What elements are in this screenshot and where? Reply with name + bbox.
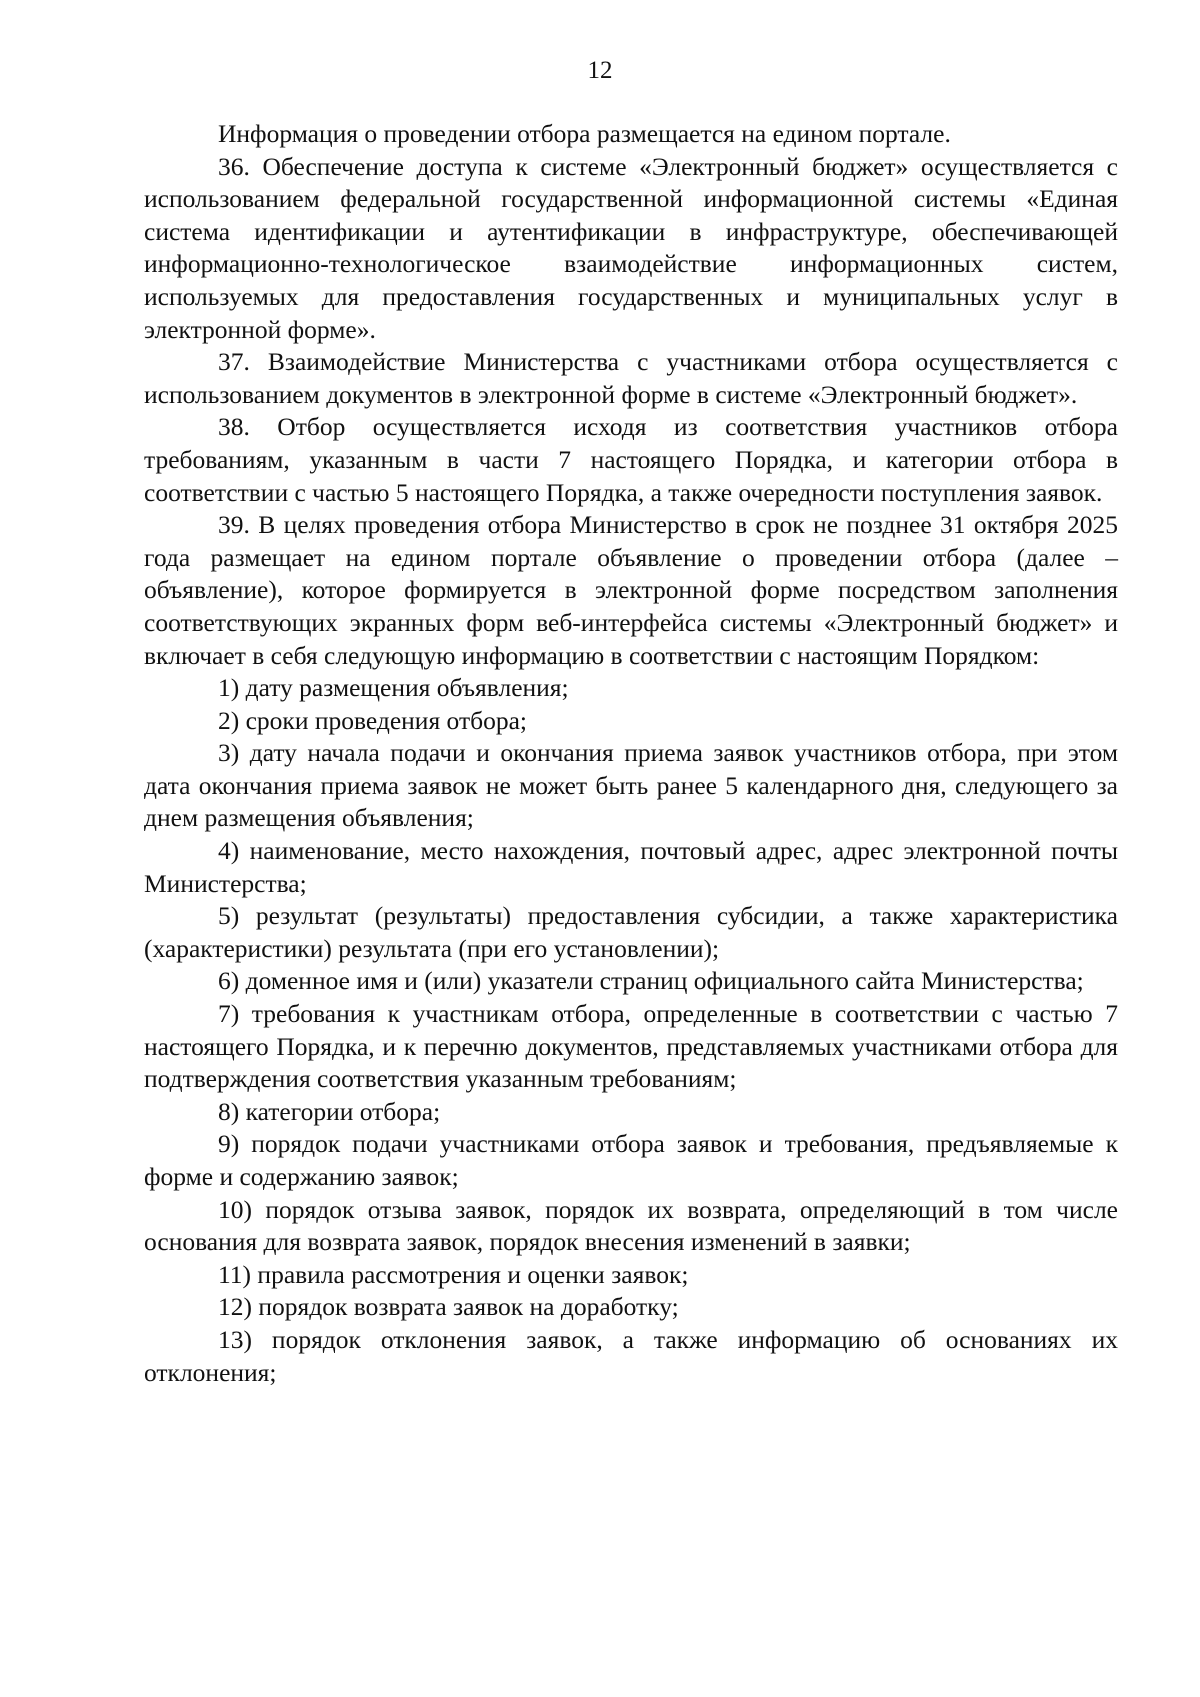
paragraph-39: 39. В целях проведения отбора Министерство в срок не позднее 31 октября 2025 года размещает на едином портале объявление о проведении отбора (далее – объявление), которое формируется в электронной форме посредством заполнения соответствующих экранных форм веб-интерфейса системы «Электронный бюджет» и включает в себя следующую информацию в соответствии с настоящим Порядком: (144, 510, 1118, 670)
paragraph-38: 38. Отбор осуществляется исходя из соответствия участников отбора требованиям, указанным в части 7 настоящего Порядка, и категории отбора в соответствии с частью 5 настоящего Порядка, а также очередности поступления заявок. (144, 412, 1118, 507)
page-number: 12 (587, 57, 613, 84)
list-item-6: 6) доменное имя и (или) указатели страниц официального сайта Министерства; (218, 966, 1084, 996)
list-item-11: 11) правила рассмотрения и оценки заявок; (218, 1259, 689, 1289)
list-item-9: 9) порядок подачи участниками отбора заявок и требования, предъявляемые к форме и содержанию заявок; (144, 1129, 1118, 1191)
list-item-13: 13) порядок отклонения заявок, а также информацию об основаниях их отклонения; (144, 1324, 1118, 1387)
list-item-1: 1) дату размещения объявления; (218, 673, 569, 703)
list-item-3: 3) дату начала подачи и окончания приема заявок участников отбора, при этом дата окончания приема заявок не может быть ранее 5 календарного дня, следующего за днем размещения объявления; (144, 738, 1118, 833)
paragraph-36: 36. Обеспечение доступа к системе «Электронный бюджет» осуществляется с использованием федеральной государственной информационной системы «Единая система идентификации и аутентификации в инфраструктуре, обеспечивающей информационно-технологическое взаимодействие информационных систем, используемых для предоставления государственных и муниципальных услуг в электронной форме». (144, 151, 1118, 344)
list-item-2: 2) сроки проведения отбора; (218, 705, 527, 735)
list-item-5: 5) результат (результаты) предоставления субсидии, а также характеристика (характеристики) результата (при его установлении); (144, 901, 1118, 963)
paragraph-37: 37. Взаимодействие Министерства с участниками отбора осуществляется с использованием документов в электронной форме в системе «Электронный бюджет». (144, 347, 1118, 409)
list-item-8: 8) категории отбора; (218, 1096, 441, 1126)
list-item-4: 4) наименование, место нахождения, почтовый адрес, адрес электронной почты Министерства; (144, 836, 1118, 898)
list-item-10: 10) порядок отзыва заявок, порядок их возврата, определяющий в том числе основания для возврата заявок, порядок внесения изменений в заявки; (144, 1194, 1118, 1257)
list-item-12: 12) порядок возврата заявок на доработку; (218, 1292, 679, 1322)
paragraph-portal-info: Информация о проведении отбора размещается на едином портале. (218, 119, 951, 148)
list-item-7: 7) требования к участникам отбора, определенные в соответствии с частью 7 настоящего Порядка, и к перечню документов, представляемых участниками отбора для подтверждения соответствия указанным требованиям; (144, 999, 1118, 1094)
document-body (144, 118, 1118, 1389)
